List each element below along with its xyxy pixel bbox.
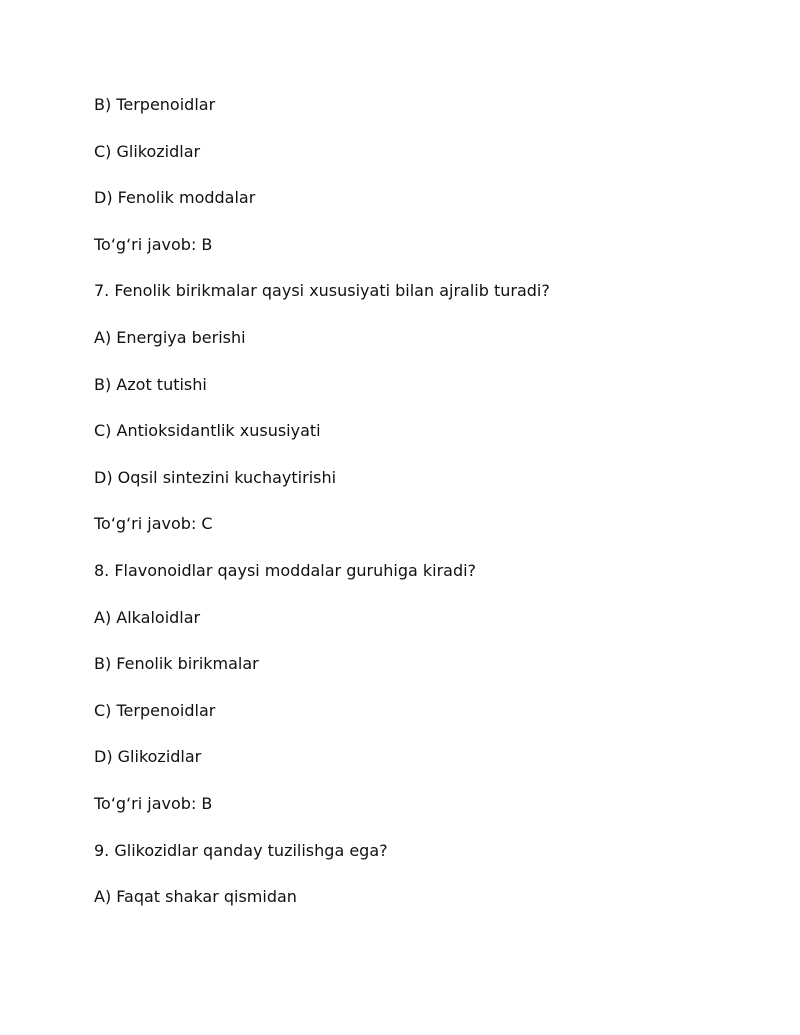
option-line: B) Azot tutishi xyxy=(94,374,207,394)
option-line: D) Fenolik moddalar xyxy=(94,188,256,208)
question-line: 9. Glikozidlar qanday tuzilishga ega? xyxy=(94,840,388,860)
option-line: C) Glikozidlar xyxy=(94,141,201,161)
option-line: B) Fenolik birikmalar xyxy=(94,654,259,674)
option-line: D) Oqsil sintezini kuchaytirishi xyxy=(94,467,337,487)
option-line: C) Antioksidantlik xususiyati xyxy=(94,421,321,441)
option-line: A) Alkaloidlar xyxy=(94,607,201,627)
option-line: B) Terpenoidlar xyxy=(94,95,216,114)
question-line: 8. Flavonoidlar qaysi moddalar guruhiga kiradi? xyxy=(94,560,477,580)
question-line: 7. Fenolik birikmalar qaysi xususiyati bilan ajralib turadi? xyxy=(94,281,550,301)
answer-line: To‘g‘ri javob: B xyxy=(94,234,213,254)
option-line: C) Terpenoidlar xyxy=(94,700,216,720)
option-line: D) Glikozidlar xyxy=(94,747,202,767)
answer-line: To‘g‘ri javob: C xyxy=(94,514,213,534)
answer-line: To‘g‘ri javob: B xyxy=(94,793,213,813)
option-line: A) Faqat shakar qismidan xyxy=(94,887,297,907)
text-lines xyxy=(94,93,754,932)
option-line: A) Energiya berishi xyxy=(94,327,246,347)
